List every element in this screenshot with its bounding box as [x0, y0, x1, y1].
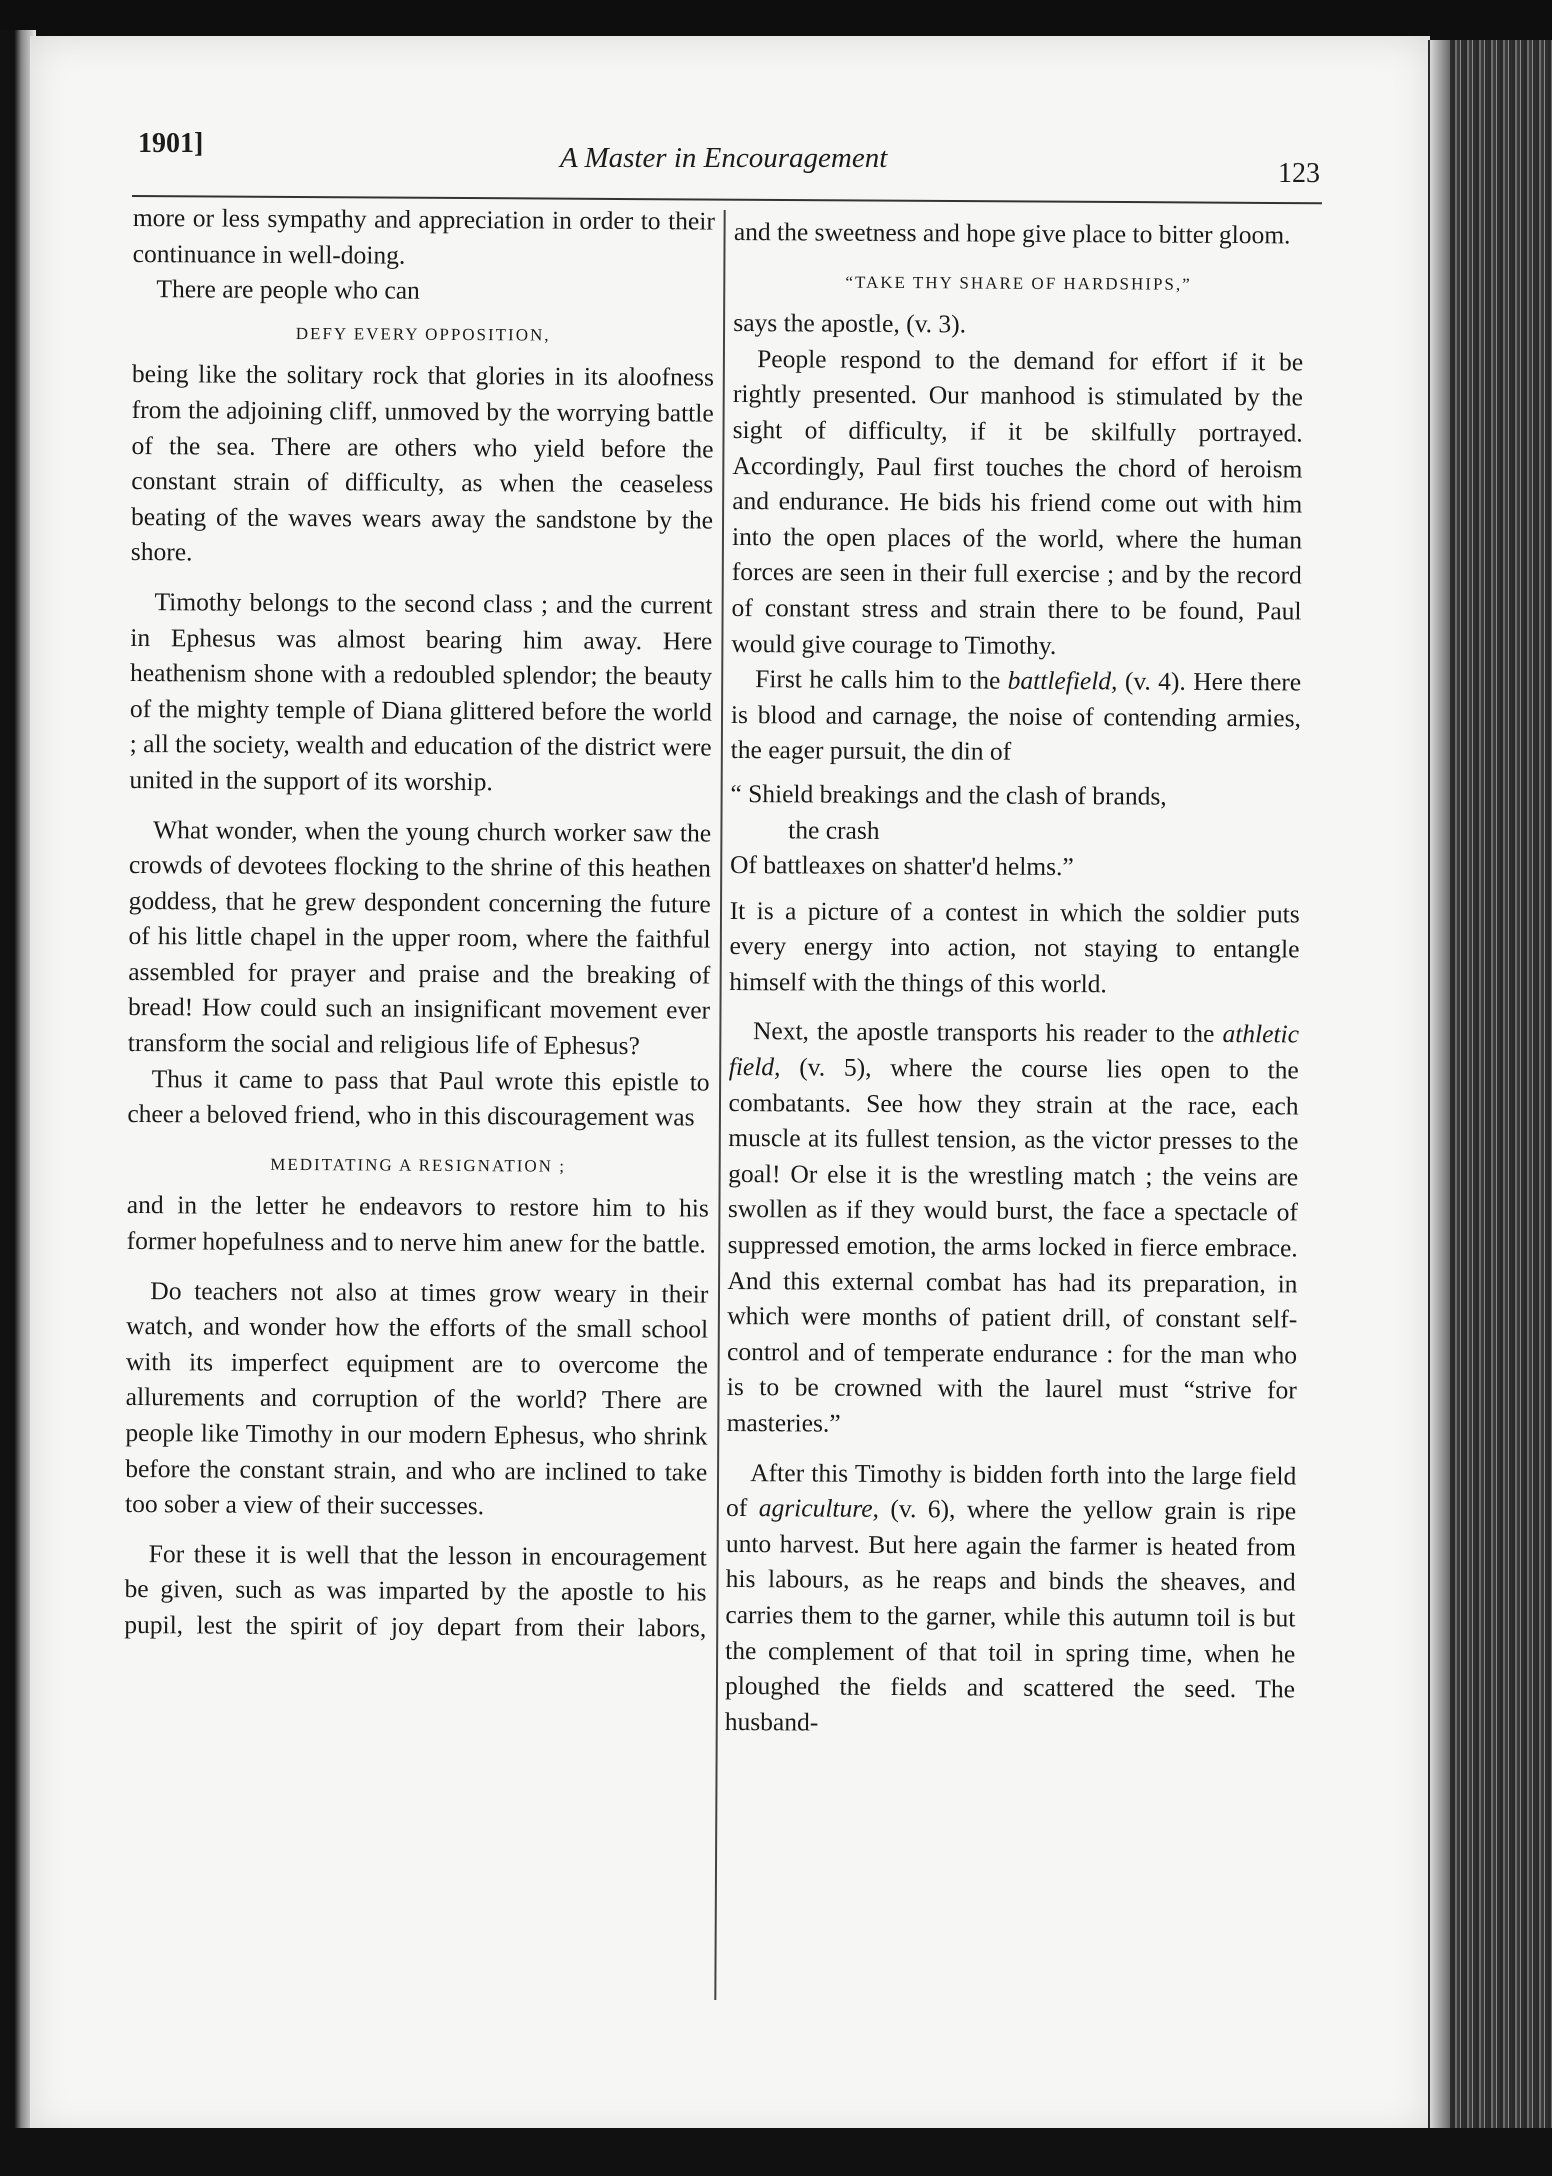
verse-quote: [730, 776, 1301, 886]
paragraph: People respond to the demand for effort if it be rightly presented. Our manhood is stimulated by the sight of difficulty, if it be skilfully portrayed. Accordingly, Paul first touches the chord of heroism and endurance. He bids his friend come out with him into the open places of the world, where the human forces are seen in their full exercise ; and by the record of constant stress and strain there to be found, Paul would give courage to Timothy.: [731, 343, 1304, 660]
paragraph: For these it is well that the lesson in encouragement be given, such as was imparted by the apostle to his pupil, lest the spirit of joy depart from their labors,: [124, 1538, 707, 1643]
scan-border-bottom: [0, 2128, 1552, 2176]
text-run: (v. 5), where the course lies open to the combatants. See how they strain at the race, each muscle at its fullest tension, as the victor presses to the goal! Or else it is the wrestling match ; the veins are swollen as if they would burst, the face a spectacle of suppressed emotion, the arms locked in fierce embrace. And this external combat has had its preparation, in which were months of patient drill, of constant self-control and of temperate endurance : for the man who is to be crowned with the laurel must “strive for masteries.”: [726, 1052, 1299, 1438]
quote-line: the crash: [788, 814, 880, 845]
text-run: (v. 4). Here there is blood and carnage, the noise of contending armies, the eager pursuit, the din of: [730, 666, 1302, 767]
emphasis: battlefield,: [1007, 665, 1118, 696]
paragraph: What wonder, when the young church worker saw the crowds of devotees flocking to the shrine of this heathen goddess, that he grew despondent concerning the future of his little chapel in the upper room, where the faithful assembled for prayer and praise and the breaking of bread! How could such an insignificant movement ever transform the social and religious life of Ephesus?: [127, 814, 712, 1061]
paragraph: says the apostle, (v. 3).: [733, 308, 967, 339]
section-heading: “TAKE THY SHARE OF HARDSHIPS,”: [845, 272, 1192, 294]
quote-line: “ Shield breakings and the clash of brands,: [730, 778, 1167, 811]
section-heading: DEFY EVERY OPPOSITION,: [295, 323, 551, 345]
running-head-title: A Master in Encouragement: [560, 142, 888, 174]
paragraph: [727, 1013, 1300, 1444]
quote-line: Of battleaxes on shatter'd helms.”: [729, 850, 1074, 882]
paragraph: There are people who can: [156, 274, 420, 305]
right-column: [725, 214, 1304, 1743]
emphasis: athletic field,: [728, 1019, 1300, 1082]
paragraph: more or less sympathy and appreciation in order to their continuance in well-doing.: [132, 202, 715, 270]
text-run: Next, the apostle transports his reader to the: [752, 1016, 1223, 1049]
section-heading: MEDITATING A RESIGNATION ;: [270, 1154, 567, 1176]
paragraph: and in the letter he endeavors to restore him to his former hopefulness and to nerve him anew for the battle.: [126, 1190, 709, 1259]
page-stack-shadow: [1430, 40, 1450, 2140]
text-run: After this Timothy is bidden forth into the large field of: [726, 1457, 1297, 1523]
emphasis: agriculture,: [758, 1493, 880, 1524]
paragraph: [725, 1455, 1297, 1743]
paragraph: [731, 661, 1302, 771]
text-run: First he calls him to the: [755, 664, 1008, 695]
paragraph: Thus it came to pass that Paul wrote this epistle to cheer a beloved friend, who in this discouragement was: [127, 1063, 710, 1132]
paragraph: Do teachers not also at times grow weary in their watch, and wonder how the efforts of the small school with its imperfect equipment are to overcome the allurements and corruption of the world? There are people like Timothy in our modern Ephesus, who shrink before the constant strain, and who are inclined to take too sober a view of their successes.: [124, 1275, 709, 1521]
page-number: 123: [1278, 158, 1320, 189]
paragraph: being like the solitary rock that glories in its aloofness from the adjoining cliff, unmoved by the worrying battle of the sea. There are others who yield before the constant strain of difficulty, as when the ceaseless beating of the waves wears away the sandstone by the shore.: [130, 359, 715, 567]
paragraph: and the sweetness and hope give place to bitter gloom.: [733, 216, 1291, 250]
paragraph: It is a picture of a contest in which the soldier puts every energy into action, not staying to entangle himself with the things of this world.: [729, 895, 1300, 999]
left-column: [124, 200, 715, 1646]
paragraph: Timothy belongs to the second class ; and the current in Ephesus was almost bearing him away. Here heathenism shone with a redoubled splendor; the beauty of the mighty temple of Diana glittered before the world ; all the society, wealth and education of the district were united in the support of its worship.: [129, 587, 713, 797]
running-head-year: 1901]: [138, 128, 204, 159]
text-run: (v. 6), where the yellow grain is ripe unto harvest. But here again the farmer is heated from his labours, as he reaps and binds the sheaves, and carries them to the garner, while this autumn toil is but the complement of that toil in spring time, when he ploughed the fields and scattered the seed. The husband-: [724, 1494, 1297, 1737]
